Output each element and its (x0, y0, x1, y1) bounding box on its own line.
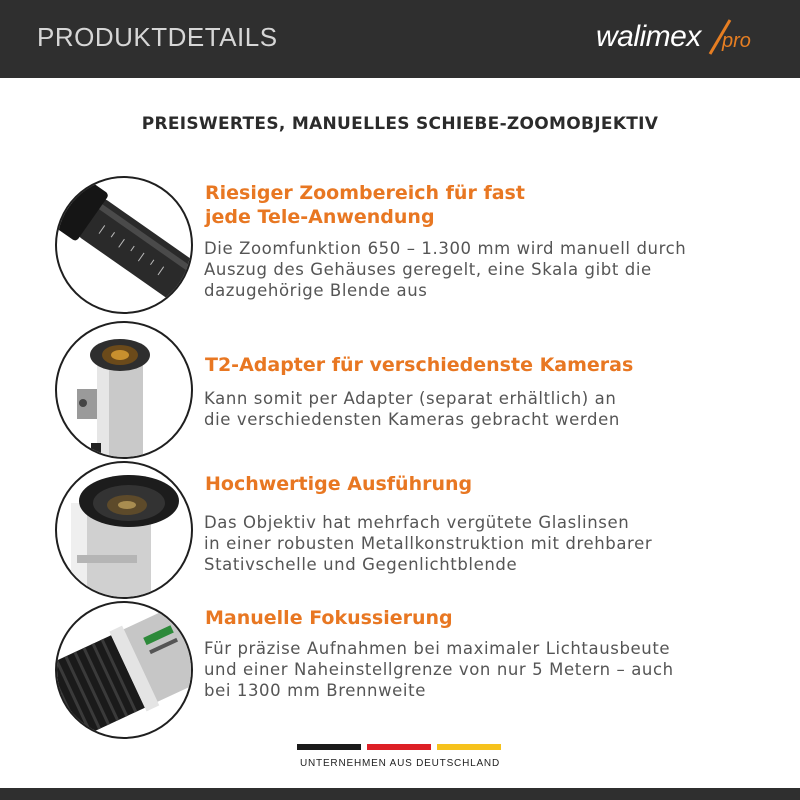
zoom-scale-lens-icon (55, 176, 193, 314)
feature-title-line: jede Tele-Anwendung (205, 206, 435, 228)
feature-description: Das Objektiv hat mehrfach vergütete Glaslinsen in einer robusten Metallkonstruktion mit drehbarer Stativschelle und Gegenlichtblende (204, 513, 653, 574)
t2-adapter-lens-icon (55, 321, 193, 459)
logo-suffix: pro (722, 30, 751, 52)
feature-title-line: Riesiger Zoombereich für fast (205, 182, 525, 204)
flag-stripe-gold (437, 744, 501, 750)
logo-brand: walimex (596, 20, 701, 53)
footer-text: UNTERNEHMEN AUS DEUTSCHLAND (300, 758, 500, 769)
feature-title: Hochwertige Ausführung (205, 473, 473, 495)
flag-stripe-black (297, 744, 361, 750)
lens-hood-icon (55, 461, 193, 599)
feature-description: Kann somit per Adapter (separat erhältlich) an die verschiedensten Kameras gebracht werden (204, 389, 620, 429)
footer-bar (0, 788, 800, 800)
focus-ring-lens-icon (55, 601, 193, 739)
walimex-logo (596, 16, 771, 60)
main-heading: PREISWERTES, MANUELLES SCHIEBE-ZOOMOBJEKTIV (141, 114, 659, 134)
flag-stripe-red (367, 744, 431, 750)
feature-title: Manuelle Fokussierung (205, 607, 453, 629)
feature-description: Die Zoomfunktion 650 – 1.300 mm wird manuell durch Auszug des Gehäuses geregelt, eine Skala gibt die dazugehörige Blende aus (204, 239, 687, 300)
feature-description: Für präzise Aufnahmen bei maximaler Lichtausbeute und einer Naheinstellgrenze von nur 5 Metern – auch bei 1300 mm Brennweite (204, 639, 674, 700)
page-title: PRODUKTDETAILS (37, 22, 278, 52)
feature-title (205, 181, 765, 229)
feature-title: T2-Adapter für verschiedenste Kameras (205, 354, 634, 376)
header-bar (0, 0, 800, 78)
